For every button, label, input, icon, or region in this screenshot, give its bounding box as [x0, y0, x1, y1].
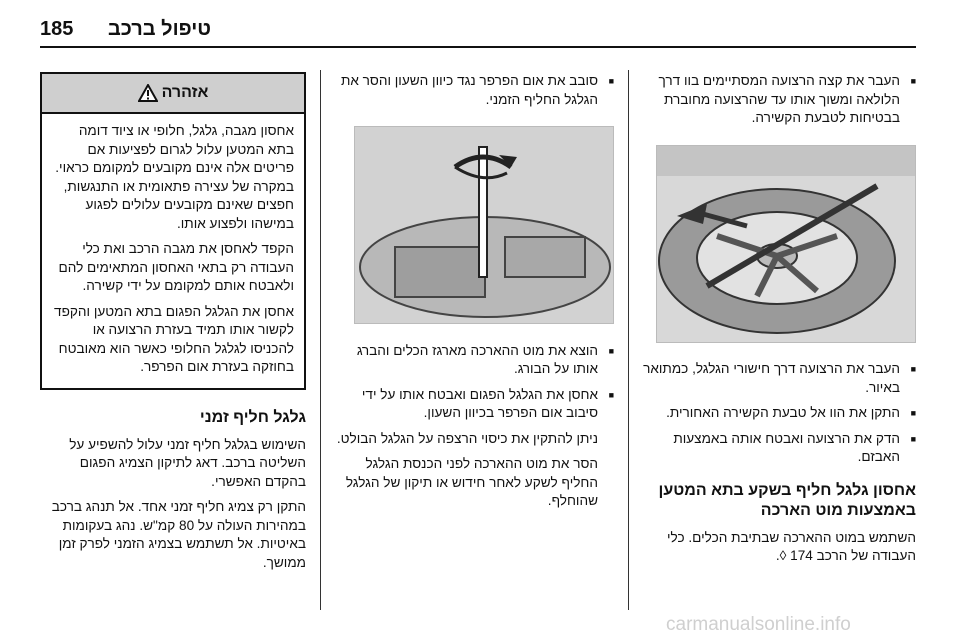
- body-paragraph: הסר את מוט ההארכה לפני הכנסת הגלגל החליף לשקע לאחר חידוש או תיקון של הגלגל שהוחלף.: [345, 456, 598, 508]
- instruction-step: ■ סובב את אום הפרפר נגד כיוון השעון והסר את הגלגל החליף הזמני.: [336, 72, 614, 109]
- body-paragraph: ניתן להתקין את כיסוי הרצפה על הגלגל הבולט.: [336, 430, 598, 446]
- warning-triangle-icon: [138, 84, 158, 102]
- column-divider-left: [320, 70, 321, 610]
- section-title: טיפול ברכב: [108, 18, 212, 40]
- instruction-step: ■ הוצא את מוט ההארכה מארגז הכלים והברג אותו על הבורג.: [336, 342, 614, 379]
- body-paragraph: השימוש בגלגל חליף זמני עלול להשפיע על השליטה ברכב. דאג לתיקון הצמיג הפגום בהקדם האפשרי.: [69, 436, 306, 489]
- page-number: 185: [40, 18, 74, 40]
- instruction-step: ■ הדק את הרצועה ואבטח אותה באמצעות האבזם.: [642, 430, 916, 467]
- warning-paragraph: אחסון מגבה, גלגל, חלופי או ציוד דומה בתא המטען עלול לגרום לפציעות אם פריטים אלה אינם מקובעים למקומם כראוי. במקרה של עצירה פתאומית או התנגשות, חפצים שאינם מקובעים עלולים לפגוע במישהו ולפצוע אותו.: [55, 123, 294, 231]
- warning-body: [42, 114, 304, 388]
- warning-paragraph: אחסן את הגלגל הפגום בתא המטען והקפד לקשור אותו תמיד בעזרת הרצועה או להכניסו לגלגל החלופי כאשר הוא מאובטח בחוזקה בעזרת אום הפרפר.: [54, 303, 294, 374]
- instruction-step: ■ העבר את הרצועה דרך חישורי הגלגל, כמתואר באיור.: [642, 360, 916, 397]
- subheading: אחסון גלגל חליף בשקע בתא המטען באמצעות מוט הארכה: [658, 481, 916, 519]
- left-column: [40, 72, 306, 579]
- subheading: גלגל חליף זמני: [199, 408, 306, 426]
- warning-paragraph: הקפד לאחסן את מגבה הרכב ואת כלי העבודה רק בתאי האחסון המתאימים להם ולאבטח אותם למקומם על ידי קשירה.: [58, 241, 294, 293]
- instruction-step: ■ אחסן את הגלגל הפגום ואבטח אותו על ידי סיבוב אום הפרפר בכיוון השעון.: [336, 386, 614, 423]
- instruction-step: ■ העבר את קצה הרצועה המסתיימים בוו דרך הלולאה ומשוך אותו עד שהרצועה מחוברת בבטיחות לטבעת הקשירה.: [642, 72, 916, 128]
- column-divider-right: [628, 70, 629, 610]
- body-paragraph: התקן רק צמיג חליף זמני אחד. אל תנהג ברכב במהירות העולה על 80 קמ"ש. נהג בעקומות באיטיות. אל תשתמש בצמיג הזמני לפרק זמן ממושך.: [51, 499, 306, 570]
- warning-header: [42, 74, 304, 114]
- page-header: [0, 14, 960, 50]
- instruction-step: ■ התקן את הוו אל טבעת הקשירה האחורית.: [642, 404, 916, 423]
- body-paragraph: השתמש במוט ההארכה שבתיבת הכלים. כלי העבודה של הרכב 174 ◊.: [667, 529, 916, 563]
- warning-title: אזהרה: [161, 83, 209, 101]
- watermark: carmanualsonline.info: [666, 614, 851, 635]
- middle-column: [336, 72, 614, 518]
- header-rule: [40, 46, 916, 48]
- warning-box: [40, 72, 306, 390]
- right-column: [642, 72, 916, 573]
- spare-wheel-strap-illustration: [656, 145, 916, 343]
- extension-rod-illustration: [354, 126, 614, 324]
